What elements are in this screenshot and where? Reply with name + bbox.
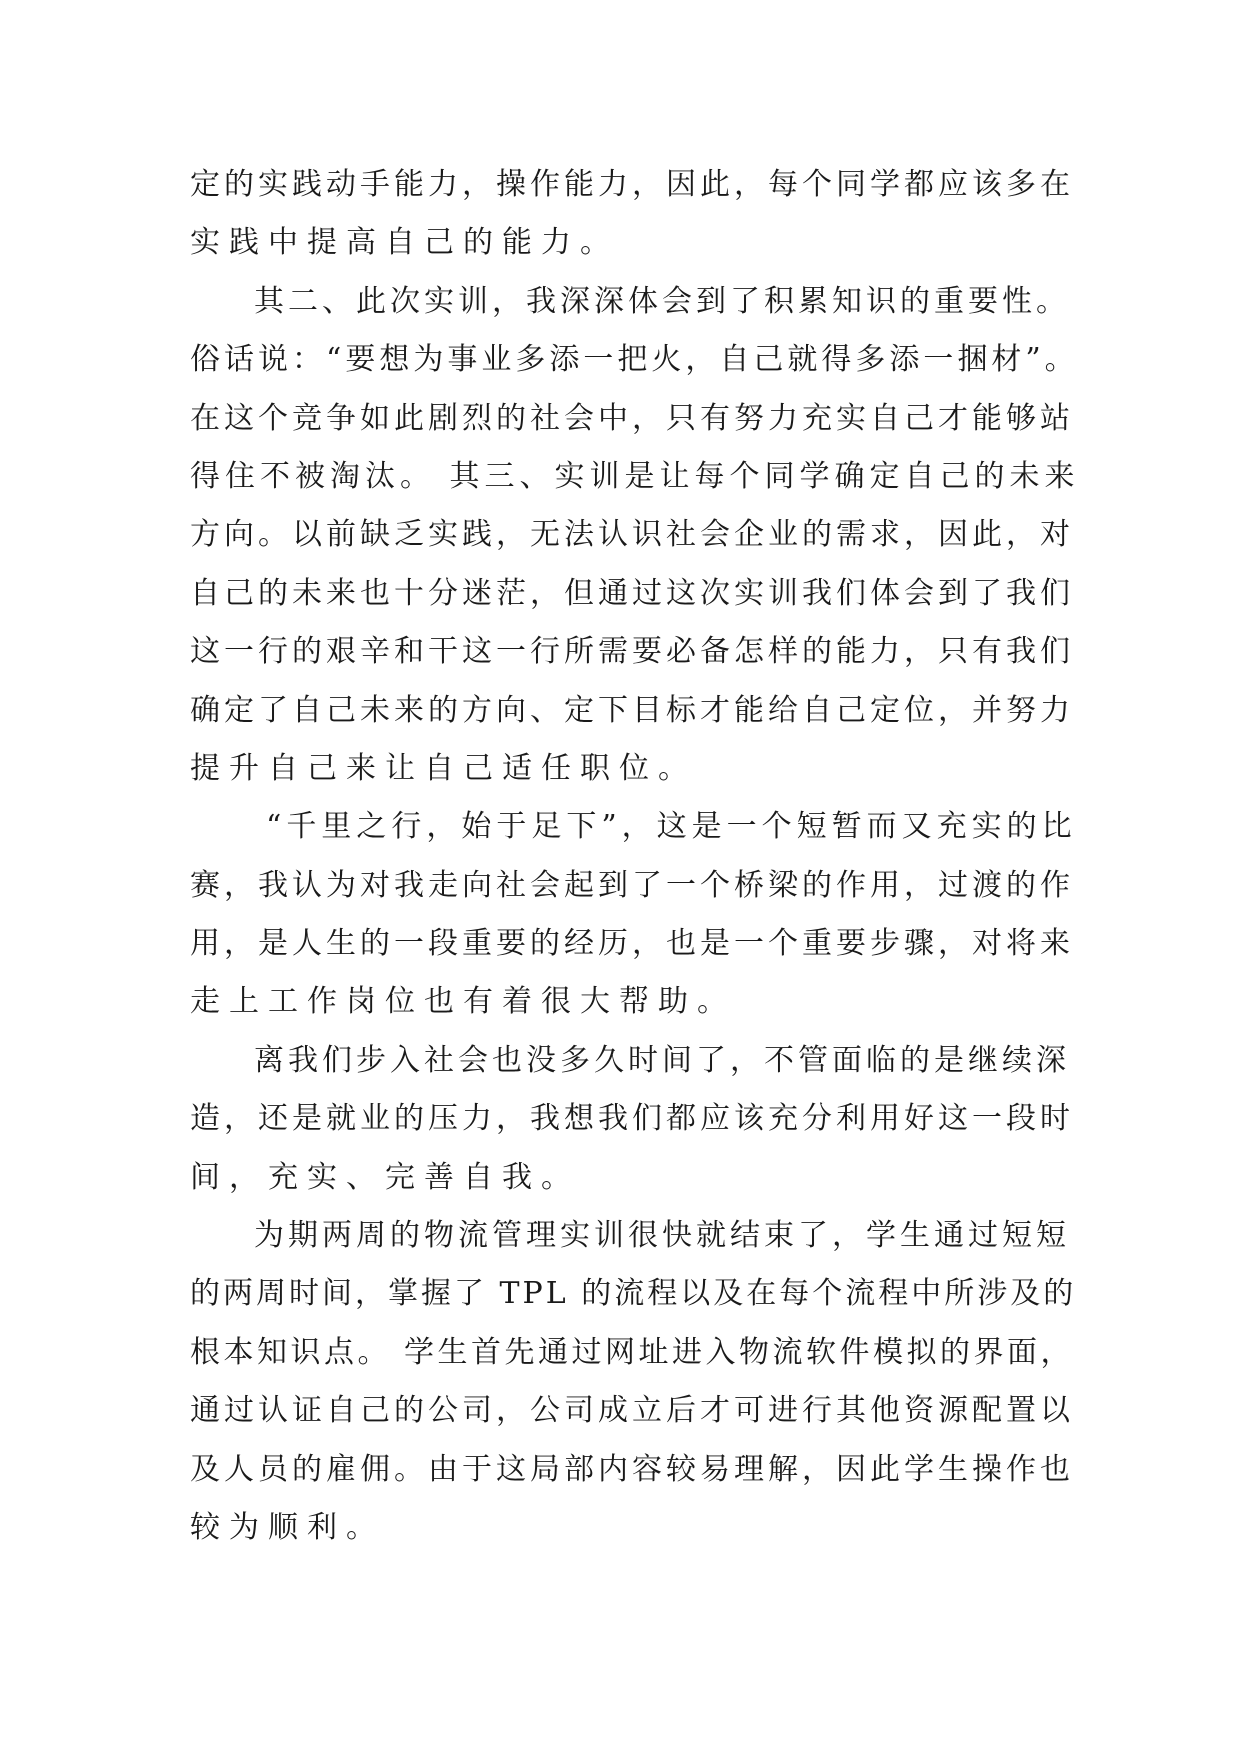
text-line: 得住不被淘汰。 其三、实训是让每个同学确定自己的未来 <box>190 458 1080 494</box>
text-line: 较为顺利。 <box>190 1509 385 1545</box>
text-line: 通过认证自己的公司，公司成立后才可进行其他资源配置以 <box>190 1393 1074 1429</box>
text-line: 定的实践动手能力，操作能力，因此，每个同学都应该多在 <box>190 167 1074 202</box>
text-line: 方向。以前缺乏实践，无法认识社会企业的需求，因此，对 <box>190 517 1074 553</box>
paragraph-start-line: 其二、此次实训，我深深体会到了积累知识的重要性。 <box>254 283 1070 319</box>
text-line: 间，充实、完善自我。 <box>190 1159 580 1195</box>
text-line: 根本知识点。 学生首先通过网址进入物流软件模拟的界面， <box>190 1334 1075 1370</box>
paragraph-start-line: “千里之行，始于足下”，这是一个短暂而又充实的比 <box>266 809 1077 845</box>
text-line: 提升自己来让自己适任职位。 <box>190 750 697 786</box>
text-line: 的两周时间，掌握了 TPL 的流程以及在每个流程中所涉及的 <box>190 1276 1077 1312</box>
document-body <box>190 156 1080 1557</box>
text-line: 确定了自己未来的方向、定下目标才能给自己定位，并努力 <box>190 692 1074 728</box>
text-line: 赛，我认为对我走向社会起到了一个桥梁的作用，过渡的作 <box>190 867 1074 903</box>
text-line: 自己的未来也十分迷茫，但通过这次实训我们体会到了我们 <box>190 575 1074 611</box>
text-line: 及人员的雇佣。由于这局部内容较易理解，因此学生操作也 <box>190 1451 1074 1487</box>
text-line: 造，还是就业的压力，我想我们都应该充分利用好这一段时 <box>190 1101 1074 1137</box>
text-line: 走上工作岗位也有着很大帮助。 <box>190 984 736 1020</box>
text-line: 这一行的艰辛和干这一行所需要必备怎样的能力，只有我们 <box>190 634 1074 670</box>
text-line: 实践中提高自己的能力。 <box>190 225 619 261</box>
text-line: 俗话说：“要想为事业多添一把火，自己就得多添一捆材”。 <box>190 342 1079 378</box>
paragraph-start-line: 离我们步入社会也没多久时间了，不管面临的是继续深 <box>254 1042 1070 1078</box>
paragraph-start-line: 为期两周的物流管理实训很快就结束了，学生通过短短 <box>254 1218 1070 1254</box>
text-line: 用，是人生的一段重要的经历，也是一个重要步骤，对将来 <box>190 926 1074 962</box>
text-line: 在这个竞争如此剧烈的社会中，只有努力充实自己才能够站 <box>190 400 1074 436</box>
